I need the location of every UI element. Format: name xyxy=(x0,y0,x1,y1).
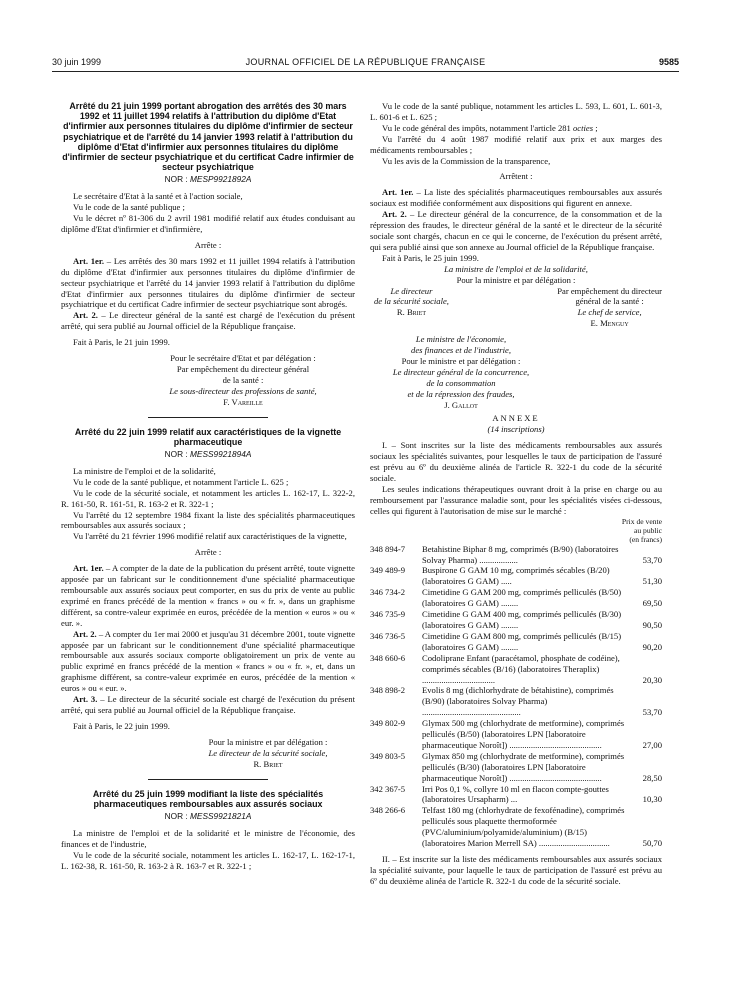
list-item xyxy=(370,544,662,566)
item-price: 27,00 xyxy=(642,739,662,750)
medication-list xyxy=(370,544,662,849)
item-code: 348 266-6 xyxy=(370,805,406,816)
paragraph: Vu les avis de la Commission de la transparence, xyxy=(382,155,551,166)
paragraph: Vu le décret nº 81-306 du 2 avril 1981 modifié relatif aux études conduisant au diplôme d'Etat d'infirmier et d'infirmière, xyxy=(61,213,355,235)
paragraph: Vu l'arrêté du 21 février 1996 modifié relatif aux caractéristiques de la vignette, xyxy=(73,531,347,542)
signatory-name: E. Menguy xyxy=(590,318,629,329)
signatory-name: R. Briet xyxy=(396,307,427,318)
item-description: Irri Pos 0,1 %, collyre 10 ml en flacon compte-gouttes (laboratoires Ursapharm) ... xyxy=(422,783,609,805)
list-item xyxy=(370,751,662,784)
item-price: 69,50 xyxy=(642,598,662,609)
signing-place-date: Fait à Paris, le 25 juin 1999. xyxy=(382,252,479,263)
decree-2-title: Arrêté du 22 juin 1999 relatif aux caractéristiques de la vignette pharmaceutique xyxy=(74,426,342,447)
header-page-number: 9585 xyxy=(658,57,679,67)
header-rule xyxy=(52,71,679,72)
item-code: 346 734-2 xyxy=(370,587,406,598)
page-header xyxy=(52,57,679,69)
paragraph: Vu l'arrêté du 4 août 1987 modifié relatif aux prix et aux marges des médicaments remboursables ; xyxy=(370,133,662,155)
list-item xyxy=(370,609,662,631)
item-description: Betahistine Biphar 8 mg, comprimés (B/90) (laboratoires Solvay Pharma) .................. xyxy=(422,543,619,565)
decree-2-nor: NOR : MESS9921894A xyxy=(164,449,252,460)
paragraph: Vu le code de la sécurité sociale, notamment les articles L. 162-17, L. 162-17-1, L. 162-38, R. 161-50, R. 163-2 à R. 163-7 et R. 322-1 ; xyxy=(61,849,355,871)
item-code: 346 735-9 xyxy=(370,609,406,620)
item-description: Telfast 180 mg (chlorhydrate de fexofénadine), comprimés pelliculés sous plaquette thermoformée (PVC/aluminium/polyamide/aluminium) (B/15) (laboratoires Marion Merrell SA) ................................. xyxy=(422,805,625,849)
item-description: Cimetidine G GAM 200 mg, comprimés pelliculés (B/50) (laboratoires G GAM) ........ xyxy=(422,587,622,609)
annex-heading: ANNEXE xyxy=(492,413,540,424)
arrete-heading: Arrête : xyxy=(194,547,222,558)
article-2: Art. 2. – Le directeur général de la concurrence, de la consommation et de la répression des fraudes, le directeur général de la santé et le directeur de la sécurité sociale sont chargés, chacun en ce qui le concerne, de l'exécution du présent arrêté, qui sera publié ainsi que son annexe au Journal officiel de la République française. xyxy=(370,209,662,252)
article-1: Art. 1er. – A compter de la date de la publication du présent arrêté, toute vignette apposée par un fabricant sur le conditionnement d'une spécialité pharmaceutique remboursable aux assurés sociaux peut comporter, en sus du prix de vente au public exprimé en francs précédé de la mention « francs » ou « fr. », dans un graphisme différent, sa contre-valeur exprimée en euros, précédée de la mention « euros » ou « eur. ». xyxy=(61,563,355,628)
item-price: 28,50 xyxy=(642,772,662,783)
signature-block: Pour le secrétaire d'Etat et par délégation : Par empêchement du directeur général de la santé : Le sous-directeur des professions de santé, F. Vareille xyxy=(131,353,355,408)
item-price: 10,30 xyxy=(642,794,662,805)
item-description: Codoliprane Enfant (paracétamol, phosphate de codéine), comprimés sécables (B/16) (laboratoires Theraplix) .................................. xyxy=(422,652,620,685)
item-code: 346 736-5 xyxy=(370,630,406,641)
item-price: 90,20 xyxy=(642,641,662,652)
paragraph: Vu le code de la santé publique, et notamment l'article L. 625 ; xyxy=(73,476,289,487)
signatory-name: R. Briet xyxy=(253,758,283,769)
item-price: 51,30 xyxy=(642,576,662,587)
item-code: 349 803-5 xyxy=(370,750,406,761)
list-item xyxy=(370,805,662,849)
item-description: Glymax 850 mg (chlorhydrate de metformine), comprimés pelliculés (B/30) (laboratoires LPN [laboratoire pharmaceutique Noroît]) ........................................... xyxy=(422,750,625,783)
article-3: Art. 3. – Le directeur de la sécurité sociale est chargé de l'exécution du présent arrêté, qui sera publié au Journal officiel de la République française. xyxy=(61,694,355,715)
price-column-header: Prix de vente au public (en francs) xyxy=(621,516,662,544)
item-price: 50,70 xyxy=(642,838,662,849)
header-date: 30 juin 1999 xyxy=(52,57,102,67)
list-item xyxy=(370,653,662,686)
paragraph: La ministre de l'emploi et de la solidarité et le ministre de l'économie, des finances et de l'industrie, xyxy=(61,827,355,849)
paragraph: Vu l'arrêté du 12 septembre 1984 fixant la liste des spécialités pharmaceutiques remboursables aux assurés sociaux ; xyxy=(61,509,355,531)
item-code: 348 894-7 xyxy=(370,543,406,554)
list-item xyxy=(370,587,662,609)
item-description: Cimetidine G GAM 800 mg, comprimés pelliculés (B/15) (laboratoires G GAM) ........ xyxy=(422,630,622,652)
decree-3-title: Arrêté du 25 juin 1999 modifiant la liste des spécialités pharmaceutiques remboursables aux assurés sociaux xyxy=(92,788,324,809)
decree-1-title: Arrêté du 21 juin 1999 portant abrogation des arrêtés des 30 mars 1992 et 11 juillet 1994 relatifs à l'attribution du diplôme d'Etat d'infirmier aux personnes titulaires du diplôme d'infirmier de secteur psychiatrique et de l'arrêté du 14 janvier 1993 relatif à l'attribution du diplôme d'Etat d'infirmier aux personnes titulaires du diplôme d'infirmier de secteur psychiatrique et du certificat Cadre infirmier de secteur psychiatrique xyxy=(62,101,354,173)
decree-2 xyxy=(61,427,355,770)
paragraph: Vu le code de la santé publique, notamment les articles L. 593, L. 601, L. 601-3, L. 601-6 et L. 625 ; xyxy=(370,101,662,122)
item-code: 349 489-9 xyxy=(370,565,406,576)
item-description: Cimetidine G GAM 400 mg, comprimés pelliculés (B/30) (laboratoires G GAM) ........ xyxy=(422,609,622,630)
item-price: 20,30 xyxy=(642,674,662,685)
section-separator xyxy=(148,417,268,418)
article-1: Art. 1er. – Les arrêtés des 30 mars 1992 et 11 juillet 1994 relatifs à l'attribution du diplôme d'Etat d'infirmier aux personnes titulaires du diplôme d'infirmier de secteur psychiatrique et l'arrêté du 14 janvier 1993 relatif à l'attribution du diplôme d'Etat d'infirmier aux personnes titulaires du diplôme d'infirmier de secteur psychiatrique et du certificat Cadre infirmier de secteur psychiatrique sont abrogés. xyxy=(61,255,356,310)
annex-section-1-intro-2: Les seules indications thérapeutiques ouvrant droit à la prise en charge ou au remboursement par l'assurance maladie sont, pour les spécialités visées ci-dessous, celles qui figurent à l'autorisation de mise sur le marché : xyxy=(370,483,662,516)
article-2: Art. 2. – Le directeur général de la santé est chargé de l'exécution du présent arrêté, qui sera publié au Journal officiel de la République française. xyxy=(61,310,355,332)
annex-section-2-intro: II. – Est inscrite sur la liste des médicaments remboursables aux assurés sociaux la spécialité suivante, pour laquelle le taux de participation de l'assuré est prévu au 6º du deuxième alinéa de l'article R. 322-1 du code de la sécurité sociale. xyxy=(370,854,662,886)
item-price: 53,70 xyxy=(642,707,662,718)
signature-block-ministers: La ministre de l'emploi et de la solidarité, Pour la ministre et par délégation : Le directeur de la sécurité sociale, R. Briet Par empêchement du directeur général de la santé : Le chef de service, E. Menguy Le ministre de l'économie, des finances et de l'industrie, Pour le ministre et par délégation : Le directeur général de la concurrence, de la consommation et de la répression des fraudes, J. Gallot xyxy=(374,263,662,410)
paragraph: Vu le code général des impôts, notamment l'article 281 octies ; xyxy=(382,122,598,133)
signing-place-date: Fait à Paris, le 21 juin 1999. xyxy=(73,337,170,348)
list-item xyxy=(370,718,662,751)
item-code: 348 898-2 xyxy=(370,685,406,696)
list-item xyxy=(370,565,662,587)
list-item xyxy=(370,631,662,653)
list-item xyxy=(370,784,662,806)
article-2: Art. 2. – A compter du 1er mai 2000 et jusqu'au 31 décembre 2001, toute vignette apposée par un fabricant sur le conditionnement d'une spécialité pharmaceutique remboursable aux assurés sociaux comporte obligatoirement un prix de vente au public exprimé en francs précédé de la mention « francs » ou « fr. », et, dans un graphisme différent, sa contre-valeur exprimée en euros, précédée de la mention « euros » ou « eur. ». xyxy=(61,628,356,694)
left-column xyxy=(61,101,355,871)
decree-1 xyxy=(61,101,355,408)
arretent-heading: Arrêtent : xyxy=(499,171,533,182)
decree-3-nor: NOR : MESS9921821A xyxy=(164,810,252,821)
signing-place-date: Fait à Paris, le 22 juin 1999. xyxy=(73,720,170,731)
item-description: Evolis 8 mg (dichlorhydrate de bétahistine), comprimés (B/90) (laboratoires Solvay Pharma) .............................................. xyxy=(422,685,614,718)
header-journal-title: JOURNAL OFFICIEL DE LA RÉPUBLIQUE FRANÇAISE xyxy=(245,57,486,67)
decree-1-nor: NOR : MESP9921892A xyxy=(164,174,252,185)
signature-block: Pour la ministre et par délégation : Le directeur de la sécurité sociale, R. Briet xyxy=(181,737,355,770)
paragraph: Le secrétaire d'Etat à la santé et à l'action sociale, xyxy=(73,191,243,202)
paragraph: La ministre de l'emploi et de la solidarité, xyxy=(73,465,216,476)
item-price: 53,70 xyxy=(642,554,662,565)
item-code: 348 660-6 xyxy=(370,652,406,663)
arrete-heading: Arrête : xyxy=(194,239,222,250)
section-separator xyxy=(148,779,268,780)
decree-3 xyxy=(61,789,355,872)
item-code: 349 802-9 xyxy=(370,718,406,729)
signatory-name: J. Gallot xyxy=(444,399,478,410)
item-description: Buspirone G GAM 10 mg, comprimés sécables (B/20) (laboratoires G GAM) ..... xyxy=(422,565,610,587)
paragraph: Vu le code de la santé publique ; xyxy=(73,202,185,213)
list-item xyxy=(370,685,662,718)
annex-section-1-intro: I. – Sont inscrites sur la liste des médicaments remboursables aux assurés sociaux les spécialités suivantes, pour lesquelles le taux de participation de l'assuré est prévu au 6º du deuxième alinéa de l'article R. 322-1 du code de la sécurité sociale. xyxy=(370,440,662,483)
item-description: Glymax 500 mg (chlorhydrate de metformine), comprimés pelliculés (B/50) (laboratoires LPN [laboratoire pharmaceutique Noroît]) ........................................... xyxy=(422,718,625,750)
item-code: 342 367-5 xyxy=(370,783,406,794)
item-price: 90,50 xyxy=(642,619,662,630)
right-column xyxy=(370,101,662,887)
article-1: Art. 1er. – La liste des spécialités pharmaceutiques remboursables aux assurés sociaux est modifiée conformément aux dispositions qui figurent en annexe. xyxy=(370,187,662,209)
signatory-name: F. Vareille xyxy=(223,396,263,407)
paragraph: Vu le code de la sécurité sociale, et notamment les articles L. 162-17, L. 322-2, R. 161-50, R. 161-51, R. 163-2 et R. 322-1 ; xyxy=(61,487,355,509)
annex-subheading: (14 inscriptions) xyxy=(487,424,545,435)
